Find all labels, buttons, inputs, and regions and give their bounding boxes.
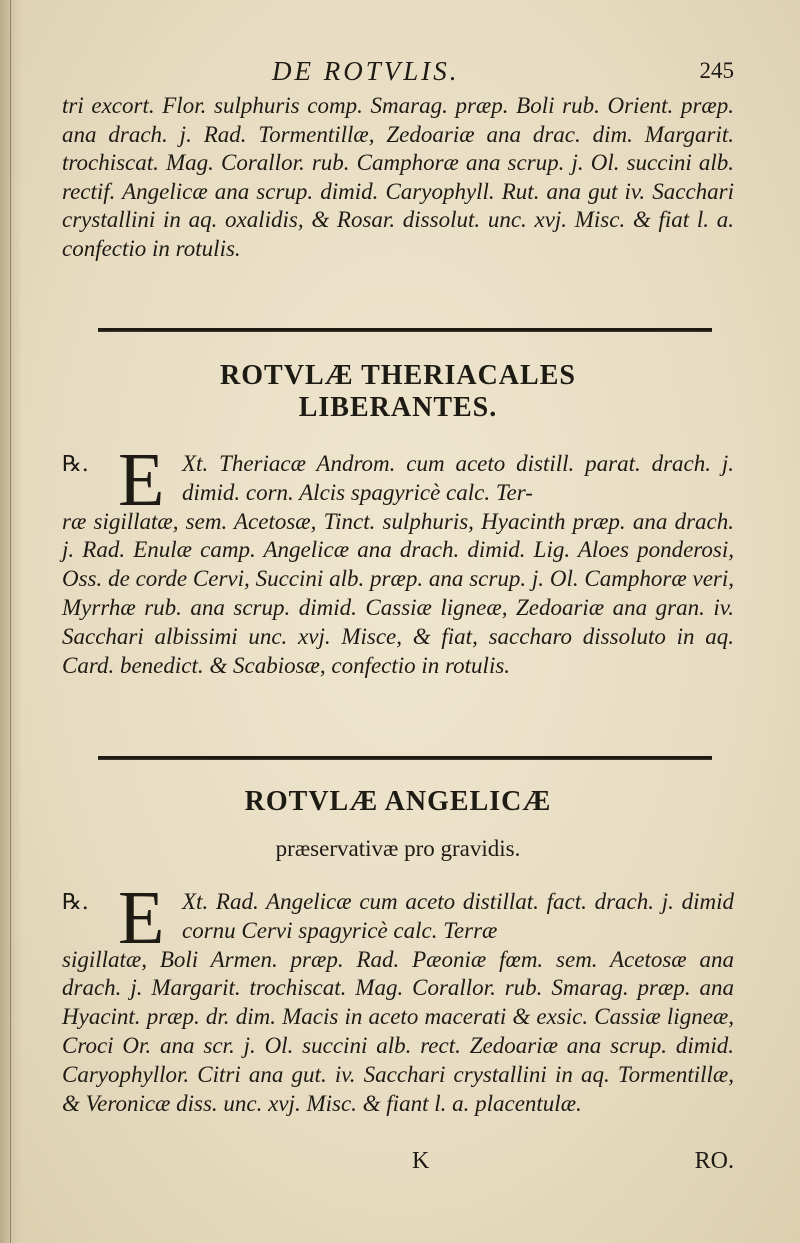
section2-body: sigillatæ, Boli Armen. præp. Rad. Pæoniæ fœm. sem. Acetosæ ana drach. j. Margarit. trochiscat. Mag. Corallor. rub. Smarag. præp. ana Hyacint. præp. dr. dim. Macis in aceto macerati & exsic. Cassiæ ligneæ, Croci Or. ana scr. j. Ol. succini alb. rect. Zedoariæ ana scrup. dimid. Caryophyllor. Citri ana gut. iv. Sacchari crystallini in aq. Tormentillæ, & Veronicæ diss. unc. xvj. Misc. & fiant l. a. placentulæ.: [62, 946, 734, 1116]
section-rule-2: [98, 756, 712, 760]
section1-dropcap: E: [118, 438, 165, 522]
gutter-line: [10, 0, 11, 1243]
section1-body: ræ sigillatæ, sem. Acetosæ, Tinct. sulphuris, Hyacinth præp. ana drach. j. Rad. Enulæ camp. Angelicæ ana drach. dimid. Lig. Aloes ponderosi, Oss. de corde Cervi, Succini alb. præp. ana scrup. j. Ol. Camphoræ veri, Myrrhæ rub. ana scrup. dimid. Cassiæ ligneæ, Zedoariæ ana gran. iv. Sacchari albissimi unc. xvj. Misce, & fiat, saccharo dissoluto in aq. Card. benedict. & Scabiosæ, confectio in rotulis.: [62, 508, 734, 678]
page-number: 245: [699, 58, 734, 83]
section1-heading-line1: ROTVLÆ THERIACALES: [220, 360, 576, 391]
recipe-symbol: ℞.: [62, 452, 89, 477]
section2-recipe: [62, 876, 734, 1146]
section-rule-1: [98, 328, 712, 332]
section1-first-lines: Xt. Theriacæ Androm. cum aceto distill. parat. drach. j. dimid. corn. Alcis spagyricè calc. Ter-: [182, 451, 734, 505]
section2-heading: ROTVLÆ ANGELICÆ: [244, 786, 552, 817]
page-gutter: [0, 0, 22, 1243]
section1-recipe: [62, 438, 734, 728]
section2-subheading: præservativæ pro gravidis.: [275, 836, 521, 861]
continuation-paragraph: tri excort. Flor. sulphuris comp. Smarag. præp. Boli rub. Orient. præp. ana drach. j. Rad. Tormentillæ, Zedoariæ ana drac. dim. Margarit. trochiscat. Mag. Corallor. rub. Camphoræ ana scrup. j. Ol. succini alb. rectif. Angelicæ ana scrup. dimid. Caryophyll. Rut. ana gut iv. Sacchari crystallini in aq. oxalidis, & Rosar. dissolut. unc. xvj. Misc. & fiat l. a. confectio in rotulis.: [62, 93, 734, 261]
signature-mark: K: [412, 1148, 430, 1174]
section2-dropcap: E: [118, 876, 165, 960]
running-title: DE ROTVLIS.: [272, 56, 460, 86]
running-header: [62, 56, 734, 90]
page-footer: [62, 1148, 734, 1180]
recipe-symbol: ℞.: [62, 890, 89, 915]
section1-heading-line2: LIBERANTES.: [298, 392, 498, 423]
section2-first-lines: Xt. Rad. Angelicæ cum aceto distillat. fact. drach. j. dimid cornu Cervi spagyricè calc. Terræ: [182, 889, 734, 943]
catchword: RO.: [694, 1148, 734, 1174]
